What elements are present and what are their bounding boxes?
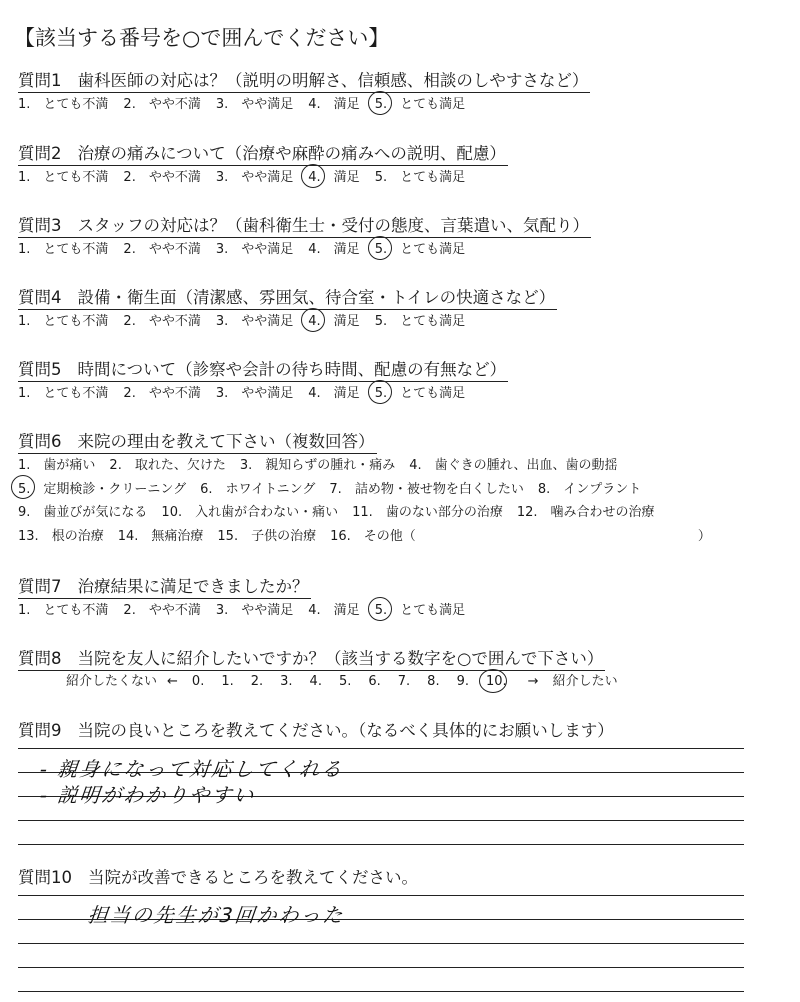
option-number: 15. bbox=[217, 528, 239, 544]
rating-choices bbox=[18, 94, 590, 116]
rating-option-5 bbox=[375, 94, 465, 116]
option-label: やや満足 bbox=[228, 97, 294, 112]
option-label: やや不満 bbox=[135, 97, 201, 112]
option-label: 満足 bbox=[320, 170, 360, 185]
option-number: 13. bbox=[18, 528, 39, 544]
option-number: 10. bbox=[161, 505, 183, 520]
option-label: やや不満 bbox=[135, 314, 201, 329]
rating-option-5 bbox=[375, 239, 465, 261]
option-label: 満足 bbox=[320, 97, 360, 112]
question-3-text: スタッフの対応は？（歯科衛生士・受付の態度、言葉遣い、気配り） bbox=[77, 216, 589, 235]
option-label: 入れ歯が合わない・痛い bbox=[182, 505, 339, 520]
rating-option-1 bbox=[18, 383, 108, 405]
rating-option-3 bbox=[216, 239, 293, 261]
option-number: 1. bbox=[18, 458, 31, 473]
rating-option-3 bbox=[216, 600, 293, 622]
option-number: 16. bbox=[330, 528, 351, 544]
rating-option-1 bbox=[18, 311, 108, 333]
scale-number-0: 0. bbox=[191, 674, 205, 689]
question-10-number: 質問10 bbox=[18, 868, 72, 887]
question-2 bbox=[18, 143, 508, 189]
option-label: 歯のない部分の治療 bbox=[372, 505, 503, 520]
question-9-number: 質問9 bbox=[18, 721, 62, 740]
scale-high-label: 紹介したい bbox=[552, 674, 618, 689]
option-label: 子供の治療 bbox=[238, 528, 317, 544]
option-label: 歯が痛い bbox=[30, 458, 96, 473]
option-number: 2. bbox=[123, 97, 136, 112]
question-7 bbox=[18, 576, 480, 622]
question-4-number: 質問4 bbox=[18, 288, 62, 307]
question-1-text: 歯科医師の対応は？（説明の明解さ、信頼感、相談のしやすさなど） bbox=[77, 71, 589, 90]
choice-row bbox=[18, 454, 711, 478]
question-2-text: 治療の痛みについて（治療や麻酔の痛みへの説明、配慮） bbox=[77, 144, 506, 163]
option-number: 5. bbox=[374, 170, 388, 185]
question-2-title bbox=[18, 143, 508, 166]
option-label: やや不満 bbox=[135, 603, 201, 618]
scale-number-8: 8. bbox=[427, 674, 440, 689]
rating-option-1 bbox=[18, 239, 108, 261]
question-1-number: 質問1 bbox=[18, 71, 62, 90]
scale-number-3: 3. bbox=[280, 674, 293, 689]
option-number: 5. bbox=[375, 600, 387, 622]
recommend-scale bbox=[66, 671, 618, 693]
rating-option-4 bbox=[308, 600, 359, 622]
question-5 bbox=[18, 359, 508, 405]
option-label: 歯並びが気になる bbox=[30, 505, 148, 520]
visit-reason-option-4 bbox=[409, 454, 617, 478]
scale-number-2: 2. bbox=[250, 674, 264, 689]
question-5-title bbox=[18, 359, 508, 382]
option-number: 1. bbox=[18, 386, 31, 401]
question-4-title bbox=[18, 287, 557, 310]
handwritten-answer-3: 担当の先生が3回かわった bbox=[86, 903, 346, 927]
option-label: 歯ぐきの腫れ、出血、歯の動揺 bbox=[421, 458, 618, 473]
question-9-title bbox=[18, 720, 616, 742]
option-number: 5. bbox=[375, 239, 387, 261]
option-label: やや不満 bbox=[135, 386, 201, 401]
option-label: やや満足 bbox=[228, 603, 294, 618]
scale-number-1: 1. bbox=[221, 674, 234, 689]
option-label: とても不満 bbox=[30, 170, 109, 185]
option-label: とても満足 bbox=[387, 386, 466, 401]
scale-number-7: 7. bbox=[397, 674, 411, 689]
visit-reason-option-10 bbox=[161, 501, 338, 525]
question-5-number: 質問5 bbox=[18, 360, 62, 379]
question-1-title bbox=[18, 70, 590, 93]
visit-reason-option-2 bbox=[109, 454, 225, 478]
rating-option-1 bbox=[18, 600, 108, 622]
rating-option-4 bbox=[308, 167, 359, 189]
question-2-number: 質問2 bbox=[18, 144, 62, 163]
option-number: 12. bbox=[516, 505, 538, 520]
scale-low-label: 紹介したくない bbox=[66, 674, 158, 689]
option-number: 2. bbox=[123, 242, 136, 257]
choice-row bbox=[18, 525, 711, 549]
option-number: 11. bbox=[352, 505, 373, 520]
option-label: とても不満 bbox=[30, 314, 109, 329]
answer-line bbox=[18, 844, 744, 845]
option-label: やや満足 bbox=[228, 242, 294, 257]
question-1 bbox=[18, 70, 590, 116]
option-number: 9. bbox=[18, 505, 31, 520]
option-label: 噛み合わせの治療 bbox=[537, 505, 655, 520]
option-label: とても満足 bbox=[387, 170, 466, 185]
rating-choices bbox=[18, 383, 508, 405]
option-number: 3. bbox=[215, 386, 229, 401]
left-arrow-icon: ← bbox=[167, 674, 178, 689]
option-number: 8. bbox=[537, 481, 551, 497]
option-number: 5. bbox=[18, 478, 30, 502]
option-number: 4. bbox=[409, 458, 422, 473]
rating-option-4 bbox=[308, 383, 359, 405]
question-9-text: 当院の良いところを教えてください。（なるべく具体的にお願いします） bbox=[77, 721, 614, 740]
visit-reason-option-3 bbox=[240, 454, 395, 478]
choice-row bbox=[18, 501, 711, 525]
scale-number-6: 6. bbox=[368, 674, 381, 689]
visit-reason-option-13 bbox=[18, 525, 104, 549]
option-label: その他（ bbox=[350, 528, 416, 544]
visit-reason-option-8 bbox=[538, 478, 641, 502]
option-label: とても満足 bbox=[387, 242, 466, 257]
option-number: 1. bbox=[18, 314, 31, 329]
option-number: 14. bbox=[117, 528, 139, 544]
option-label: 親知らずの腫れ・痛み bbox=[252, 458, 396, 473]
rating-option-3 bbox=[216, 383, 293, 405]
question-6-text: 来院の理由を教えて下さい（複数回答） bbox=[77, 432, 375, 451]
option-label: とても不満 bbox=[30, 603, 109, 618]
question-10-title bbox=[18, 867, 420, 889]
answer-line bbox=[18, 991, 744, 992]
question-6 bbox=[18, 431, 711, 548]
rating-option-2 bbox=[123, 311, 200, 333]
rating-option-5 bbox=[375, 383, 465, 405]
option-label: やや不満 bbox=[135, 170, 201, 185]
rating-option-2 bbox=[123, 94, 200, 116]
right-arrow-icon: → bbox=[527, 674, 539, 689]
option-label: とても満足 bbox=[387, 314, 466, 329]
visit-reason-option-7 bbox=[329, 478, 523, 502]
option-number: 1. bbox=[18, 603, 31, 618]
scale-number-9: 9. bbox=[456, 674, 469, 689]
rating-option-3 bbox=[216, 94, 293, 116]
question-4-text: 設備・衛生面（清潔感、雰囲気、待合室・トイレの快適さなど） bbox=[77, 288, 556, 307]
option-number: 3. bbox=[239, 458, 253, 473]
option-label: 満足 bbox=[320, 386, 360, 401]
handwritten-answer-1: - 親身になって対応してくれる bbox=[38, 757, 345, 781]
option-number: 4. bbox=[308, 97, 321, 112]
rating-choices bbox=[18, 311, 557, 333]
instruction-heading: 【該当する番号を○で囲んでください】 bbox=[14, 26, 390, 50]
rating-option-4 bbox=[308, 311, 359, 333]
option-number: 4. bbox=[308, 603, 321, 618]
question-3 bbox=[18, 215, 591, 261]
rating-choices bbox=[18, 239, 591, 261]
rating-choices bbox=[18, 600, 480, 622]
question-5-text: 時間について（診察や会計の待ち時間、配慮の有無など） bbox=[77, 360, 507, 379]
visit-reason-option-16 bbox=[330, 525, 416, 549]
rating-option-2 bbox=[123, 239, 200, 261]
visit-reason-option-9 bbox=[18, 501, 147, 525]
option-number: 5. bbox=[375, 94, 387, 116]
other-close-paren: ） bbox=[697, 528, 711, 544]
question-7-number: 質問7 bbox=[18, 577, 62, 596]
option-label: とても不満 bbox=[30, 386, 109, 401]
option-label: インプラント bbox=[550, 481, 642, 497]
option-label: 詰め物・被せ物を白くしたい bbox=[341, 481, 524, 497]
option-number: 2. bbox=[123, 603, 136, 618]
answer-line bbox=[18, 895, 744, 896]
question-10-text: 当院が改善できるところを教えてください。 bbox=[88, 868, 418, 887]
option-number: 7. bbox=[329, 481, 342, 497]
option-label: やや満足 bbox=[228, 386, 294, 401]
option-label: とても満足 bbox=[387, 603, 466, 618]
visit-reason-option-14 bbox=[118, 525, 204, 549]
rating-option-2 bbox=[123, 383, 200, 405]
question-3-title bbox=[18, 215, 591, 238]
option-label: 根の治療 bbox=[38, 528, 104, 544]
rating-option-2 bbox=[123, 600, 200, 622]
question-8-title bbox=[18, 648, 605, 671]
rating-option-4 bbox=[308, 94, 359, 116]
option-number: 1. bbox=[18, 170, 31, 185]
option-number: 1. bbox=[18, 97, 31, 112]
scale-number-5: 5. bbox=[338, 674, 352, 689]
option-number: 4. bbox=[308, 386, 321, 401]
option-number: 2. bbox=[123, 386, 136, 401]
option-number: 4. bbox=[308, 242, 321, 257]
visit-reason-choices bbox=[18, 454, 711, 548]
option-number: 3. bbox=[215, 242, 229, 257]
option-label: やや不満 bbox=[135, 242, 201, 257]
visit-reason-option-1 bbox=[18, 454, 95, 478]
question-7-title bbox=[18, 576, 311, 599]
option-label: とても不満 bbox=[30, 97, 109, 112]
rating-option-1 bbox=[18, 167, 108, 189]
question-3-number: 質問3 bbox=[18, 216, 62, 235]
scale-numbers bbox=[192, 671, 524, 693]
rating-choices bbox=[18, 167, 508, 189]
option-number: 2. bbox=[123, 314, 136, 329]
option-number: 3. bbox=[215, 97, 229, 112]
visit-reason-option-12 bbox=[517, 501, 655, 525]
rating-option-1 bbox=[18, 94, 108, 116]
answer-line bbox=[18, 820, 744, 821]
question-7-text: 治療結果に満足できましたか？ bbox=[77, 577, 309, 596]
answer-line bbox=[18, 748, 744, 749]
question-6-title bbox=[18, 431, 377, 454]
question-8-number: 質問8 bbox=[18, 649, 62, 668]
option-number: 2. bbox=[123, 170, 136, 185]
option-number: 3. bbox=[215, 170, 229, 185]
option-number: 4. bbox=[308, 311, 320, 333]
question-4 bbox=[18, 287, 557, 333]
option-number: 2. bbox=[109, 458, 122, 473]
question-6-number: 質問6 bbox=[18, 432, 62, 451]
handwritten-answer-2: - 説明がわかりやすい bbox=[38, 783, 257, 807]
rating-option-2 bbox=[123, 167, 200, 189]
rating-option-3 bbox=[216, 167, 293, 189]
rating-option-5 bbox=[375, 167, 465, 189]
visit-reason-option-11 bbox=[352, 501, 503, 525]
option-label: 満足 bbox=[320, 603, 360, 618]
option-label: 取れた、欠けた bbox=[121, 458, 226, 473]
scale-number-4: 4. bbox=[309, 674, 322, 689]
question-8 bbox=[18, 648, 618, 693]
option-label: ホワイトニング bbox=[212, 481, 316, 497]
question-9 bbox=[18, 720, 616, 742]
option-number: 5. bbox=[374, 314, 388, 329]
rating-option-4 bbox=[308, 239, 359, 261]
visit-reason-option-6 bbox=[200, 478, 315, 502]
visit-reason-option-15 bbox=[217, 525, 316, 549]
option-label: とても満足 bbox=[387, 97, 466, 112]
option-label: 満足 bbox=[320, 314, 360, 329]
visit-reason-option-5 bbox=[18, 478, 186, 502]
option-number: 4. bbox=[308, 167, 320, 189]
rating-option-3 bbox=[216, 311, 293, 333]
option-label: 無痛治療 bbox=[138, 528, 204, 544]
option-number: 3. bbox=[215, 603, 229, 618]
answer-line bbox=[18, 967, 744, 968]
rating-option-5 bbox=[375, 600, 465, 622]
rating-option-5 bbox=[375, 311, 465, 333]
option-number: 6. bbox=[200, 481, 213, 497]
option-label: 満足 bbox=[320, 242, 360, 257]
option-label: やや満足 bbox=[228, 170, 294, 185]
option-label: とても不満 bbox=[30, 242, 109, 257]
scale-number-10: 10. bbox=[486, 671, 507, 693]
question-8-text: 当院を友人に紹介したいですか？（該当する数字を○で囲んで下さい） bbox=[77, 649, 604, 668]
option-number: 5. bbox=[375, 383, 387, 405]
choice-row bbox=[18, 478, 711, 502]
option-label: 定期検診・クリーニング bbox=[30, 481, 187, 497]
answer-line bbox=[18, 943, 744, 944]
option-label: やや満足 bbox=[228, 314, 294, 329]
question-10 bbox=[18, 867, 420, 889]
option-number: 3. bbox=[215, 314, 229, 329]
option-number: 1. bbox=[18, 242, 31, 257]
